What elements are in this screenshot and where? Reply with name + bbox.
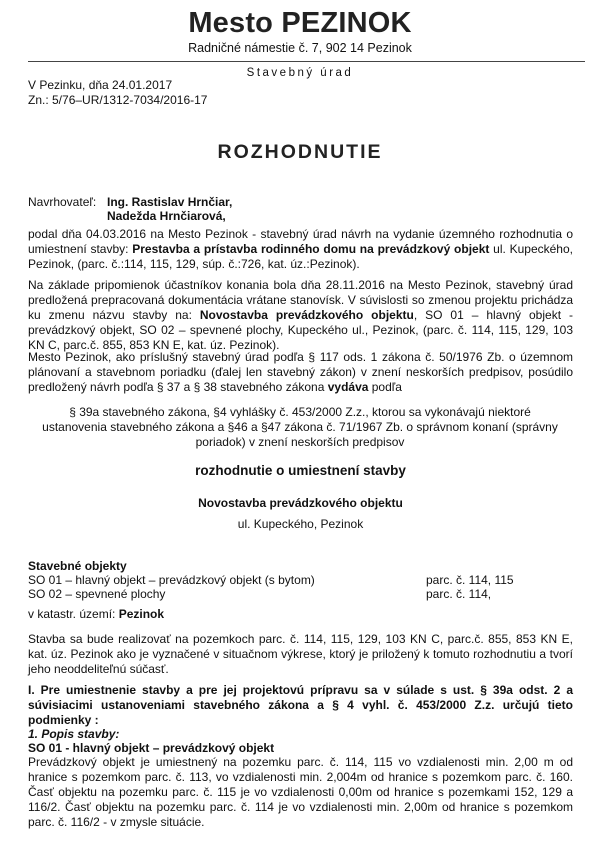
- so01-description: Prevádzkový objekt je umiestnený na pozemku parc. č. 114, 115 vo vzdialenosti min. 2,00 m od hranice s pozemkom parc. č. 113, vo vzdialenosti min. 2,004m od hranice s pozemkom parc. č. 160. Časť objektu na pozemku parc. č. 115 je vo vzdialenosti 0,00m od hranice s pozemkami 152, 129 a 116/2. Časť objektu na pozemku parc. č. 114 je vo vzdialenosti min. 2,00m od hranice s pozemkom parc. č. 116/2 - v zmysle situácie.: [28, 755, 573, 829]
- paragraph-authority: [28, 350, 573, 395]
- decision-location: ul. Kupeckého, Pezinok: [237, 517, 364, 531]
- paragraph-submission: [28, 227, 573, 272]
- legal-basis: § 39a stavebného zákona, §4 vyhlášky č. 453/2000 Z.z., ktorou sa vykonávajú niektoré ustanovenia stavebného zákona a §46 a §47 zákona č. 71/1967 Zb. o správnom konaní (správny poriadok) v znení neskorších predpisov: [42, 405, 558, 449]
- decision-heading: rozhodnutie o umiestnení stavby: [195, 463, 406, 478]
- section-1-heading: I. Pre umiestnenie stavby a pre jej projektovú prípravu sa v súlade s ust. § 39a odst. 2 a súvisiacimi ustanoveniami stavebného zákona a § 4 vyhl. č. 453/2000 Z.z. určujú tieto podmienky :: [28, 683, 573, 727]
- p3-text-1: Mesto Pezinok, ako príslušný stavebný úrad podľa § 117 ods. 1 zákona č. 50/1976 Zb. o územnom plánovaní a stavebnom poriadku (ďalej len stavebný zákon) v znení neskorších predpisov, posúdilo predložený návrh podľa § 37 a § 38 stavebného zákona: [28, 350, 573, 394]
- letterhead-city: PEZINOK: [281, 7, 412, 39]
- applicant-name-2: Nadežda Hrnčiarová,: [107, 209, 226, 223]
- p1-text-1: podal dňa 04.03.2016 na Mesto Pezinok - stavebný úrad návrh na vydanie územného rozhodnutia o umiestnení stavby:: [28, 227, 573, 256]
- object-row: [28, 587, 573, 602]
- p3-text-2: podľa: [368, 380, 402, 394]
- letterhead-address: Radničné námestie č. 7, 902 14 Pezinok: [188, 41, 412, 55]
- object-row: [28, 573, 573, 588]
- cadastre-value: Pezinok: [118, 607, 165, 621]
- object-name: SO 01 – hlavný objekt – prevádzkový objekt (s bytom): [28, 573, 315, 587]
- p2-text-1: Na základe pripomienok účastníkov konania bola dňa 28.11.2016 na Mesto Pezinok, stavebný úrad predložená prepracovaná dokumentácia vrátane stanovísk. V súvislosti so zmenou projektu prichádza ku zmenu názvu stavby na:: [28, 278, 573, 322]
- place-date: V Pezinku, dňa 24.01.2017: [28, 78, 173, 92]
- object-parcel: parc. č. 114,: [426, 587, 492, 601]
- cadastre-line: [28, 607, 573, 622]
- letterhead-title: [0, 6, 600, 40]
- object-name: SO 02 – spevnené plochy: [28, 587, 166, 601]
- p3-issues: vydáva: [327, 380, 369, 394]
- p1-text-2: ul. Kupeckého, Pezinok, (parc. č.:114, 115, 129, súp. č.:726, kat. úz.:Pezinok).: [28, 242, 573, 271]
- p1-project-name: Prestavba a prístavba rodinného domu na prevádzkový objekt: [132, 242, 490, 256]
- paragraph-location: Stavba sa bude realizovať na pozemkoch parc. č. 114, 115, 129, 103 KN C, parc.č. 855, 853 KN E, kat. úz. Pezinok ako je vyznačené v situačnom výkrese, ktorý je priložený k tomuto rozhodnutiu a tvorí jeho neoddeliteľnú súčasť.: [28, 632, 573, 676]
- letterhead-title-prefix: Mesto: [188, 7, 282, 39]
- section-1-subheading: 1. Popis stavby:: [28, 727, 120, 741]
- object-parcel: parc. č. 114, 115: [426, 573, 514, 587]
- decision-subject: Novostavba prevádzkového objektu: [198, 496, 403, 510]
- p2-new-name: Novostavba prevádzkového objektu: [199, 308, 414, 322]
- document-title: ROZHODNUTIE: [217, 141, 383, 163]
- letterhead-divider: [28, 61, 585, 62]
- p2-text-2: , SO 01 – hlavný objekt - prevádzkový objekt, SO 02 – spevnené plochy, Kupeckého ul., Pezinok, (parc. č. 114, 115, 129, 103 KN C, parc.č. 855, 853 KN E, kat. úz. Pezinok).: [28, 308, 573, 352]
- paragraph-revision: [28, 278, 573, 353]
- reference-number: Zn.: 5/76–UR/1312-7034/2016-17: [28, 93, 208, 107]
- applicant-name-1: Ing. Rastislav Hrnčiar,: [107, 195, 233, 209]
- cadastre-label: v katastr. území:: [28, 607, 119, 621]
- objects-heading: Stavebné objekty: [28, 559, 127, 573]
- applicant-label: Navrhovateľ:: [28, 195, 97, 209]
- so01-heading: SO 01 - hlavný objekt – prevádzkový objekt: [28, 741, 275, 755]
- letterhead-office: Stavebný úrad: [246, 67, 354, 79]
